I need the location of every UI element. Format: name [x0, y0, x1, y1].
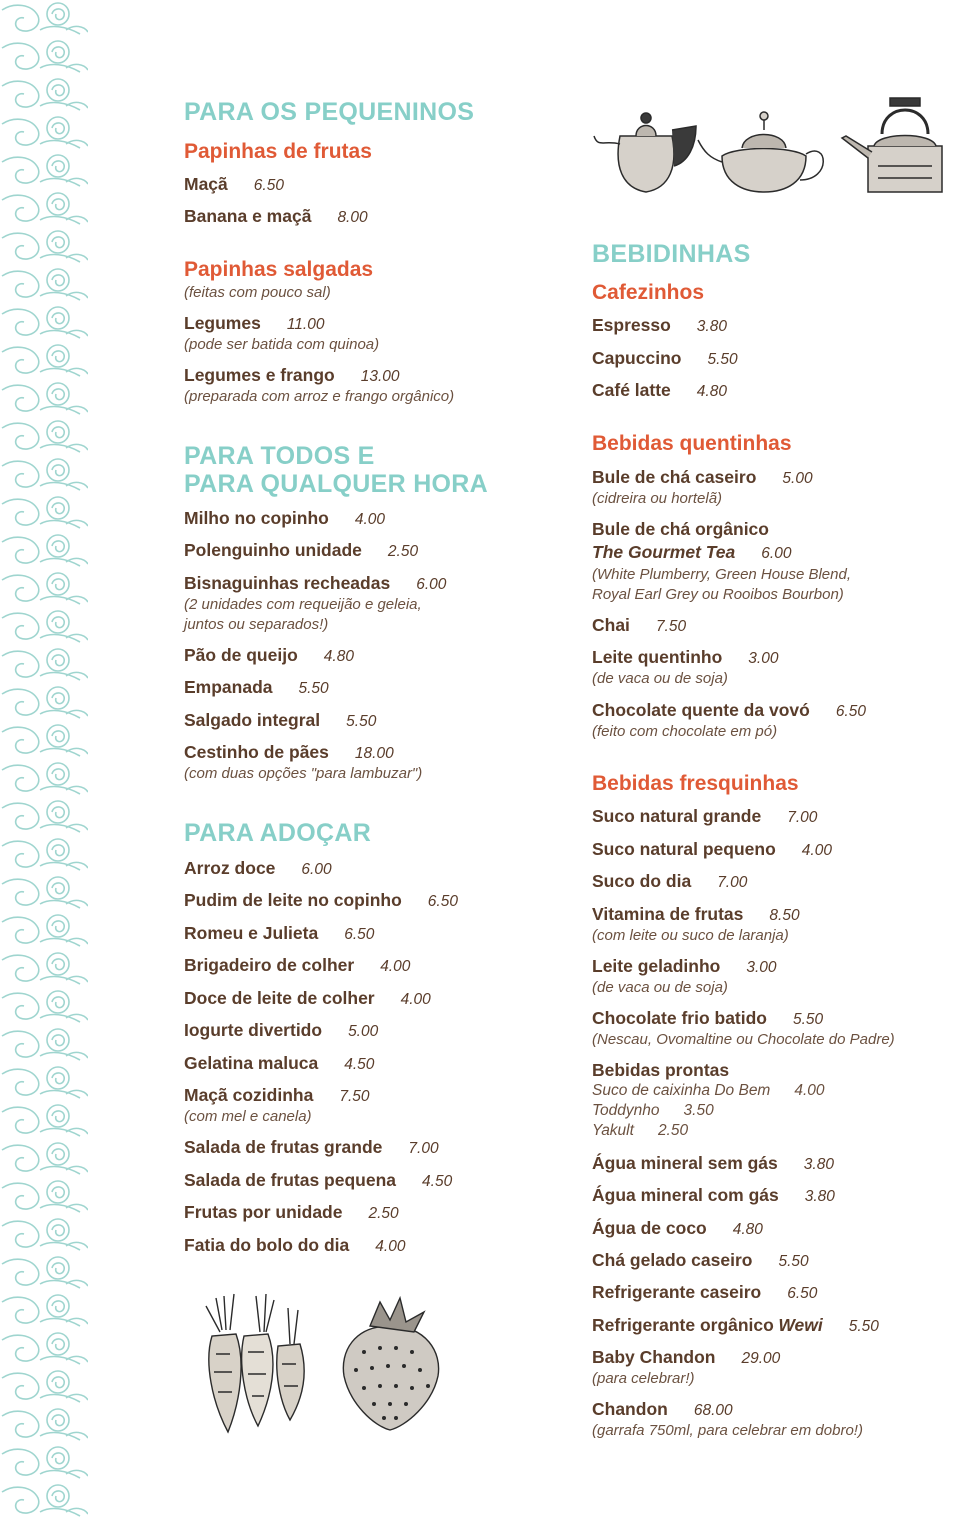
- menu-item: Refrigerante orgânico Wewi 5.50: [592, 1315, 879, 1335]
- menu-item: Capuccino 5.50: [592, 348, 738, 368]
- menu-item: Água de coco 4.80: [592, 1218, 763, 1238]
- menu-item: Baby Chandon 29.00: [592, 1347, 781, 1367]
- menu-item: Salada de frutas grande 7.00: [184, 1137, 439, 1157]
- menu-item: Chocolate quente da vovó 6.50: [592, 700, 866, 720]
- menu-item: Frutas por unidade 2.50: [184, 1202, 399, 1222]
- menu-item: Milho no copinho 4.00: [184, 508, 385, 528]
- menu-item: Gelatina maluca 4.50: [184, 1053, 375, 1073]
- item-note: (2 unidades com requeijão e geleia, juntos ou separados!): [184, 596, 422, 633]
- item-note: (de vaca ou de soja): [592, 979, 728, 996]
- item-note: (pode ser batida com quinoa): [184, 336, 380, 353]
- menu-item: Bule de chá caseiro 5.00: [592, 467, 813, 487]
- subsection-title-papinhas-frutas: Papinhas de frutas: [184, 140, 372, 163]
- section-title-bebidinhas: BEBIDINHAS: [592, 240, 751, 268]
- menu-item: Iogurte divertido 5.00: [184, 1020, 379, 1040]
- menu-item: Chocolate frio batido 5.50: [592, 1008, 824, 1028]
- section-title-adocar: PARA ADOÇAR: [184, 819, 372, 847]
- menu-item: Chá gelado caseiro 5.50: [592, 1250, 809, 1270]
- menu-item: Legumes 11.00: [184, 313, 325, 333]
- menu-item: Empanada 5.50: [184, 677, 329, 697]
- menu-item: Bule de chá orgânico: [592, 519, 769, 539]
- section-title-pequeninos: PARA OS PEQUENINOS: [184, 98, 475, 126]
- menu-item: Água mineral sem gás 3.80: [592, 1153, 834, 1173]
- menu-item: Chai 7.50: [592, 615, 687, 635]
- menu-item: Suco natural grande 7.00: [592, 806, 818, 826]
- strawberry-illustration-icon: [334, 1296, 446, 1432]
- menu-item: Salgado integral 5.50: [184, 710, 377, 730]
- item-note: (com leite ou suco de laranja): [592, 927, 789, 944]
- item-note: (Nescau, Ovomaltine ou Chocolate do Padre): [592, 1031, 895, 1048]
- menu-item: Polenguinho unidade 2.50: [184, 540, 419, 560]
- item-note: (preparada com arroz e frango orgânico): [184, 388, 455, 405]
- item-note: (feito com chocolate em pó): [592, 723, 778, 740]
- menu-item: Água mineral com gás 3.80: [592, 1185, 835, 1205]
- item-note: (cidreira ou hortelã): [592, 490, 723, 507]
- menu-item: Refrigerante caseiro 6.50: [592, 1282, 818, 1302]
- decorative-border-pattern: [0, 0, 88, 1519]
- item-note: (com duas opções "para lambuzar"): [184, 765, 423, 782]
- menu-item: Maçã cozidinha 7.50: [184, 1085, 370, 1105]
- subsection-title-quentinhas: Bebidas quentinhas: [592, 432, 792, 455]
- item-note: (garrafa 750ml, para celebrar em dobro!): [592, 1422, 863, 1439]
- menu-item: Suco natural pequeno 4.00: [592, 839, 832, 859]
- menu-item: Fatia do bolo do dia 4.00: [184, 1235, 406, 1255]
- menu-sub-item: Toddynho 3.50: [592, 1102, 714, 1119]
- menu-item: Romeu e Julieta 6.50: [184, 923, 375, 943]
- menu-item: Banana e maçã 8.00: [184, 206, 368, 226]
- subsection-title-cafezinhos: Cafezinhos: [592, 281, 705, 304]
- menu-item: Espresso 3.80: [592, 315, 727, 335]
- menu-item: Leite quentinho 3.00: [592, 647, 779, 667]
- subsection-title-papinhas-salgadas: Papinhas salgadas: [184, 258, 374, 281]
- menu-item: Arroz doce 6.00: [184, 858, 332, 878]
- menu-item: Suco do dia 7.00: [592, 871, 748, 891]
- menu-sub-item: Suco de caixinha Do Bem 4.00: [592, 1082, 825, 1099]
- menu-sub-item: Yakult 2.50: [592, 1122, 689, 1139]
- menu-item: Doce de leite de colher 4.00: [184, 988, 431, 1008]
- item-note: (White Plumberry, Green House Blend, Royal Earl Grey ou Rooibos Bourbon): [592, 566, 851, 603]
- menu-item: Vitamina de frutas 8.50: [592, 904, 800, 924]
- menu-item: Pudim de leite no copinho 6.50: [184, 890, 458, 910]
- item-note: (de vaca ou de soja): [592, 670, 728, 687]
- item-note: (com mel e canela): [184, 1108, 312, 1125]
- carrots-illustration-icon: [194, 1292, 314, 1438]
- item-note: (feitas com pouco sal): [184, 284, 331, 301]
- menu-item: Bisnaguinhas recheadas 6.00: [184, 573, 447, 593]
- menu-item: Salada de frutas pequena 4.50: [184, 1170, 453, 1190]
- menu-item: Cestinho de pães 18.00: [184, 742, 394, 762]
- teapots-illustration-icon: [592, 96, 952, 200]
- subsection-title-fresquinhas: Bebidas fresquinhas: [592, 772, 799, 795]
- menu-item: Chandon 68.00: [592, 1399, 733, 1419]
- menu-item: Brigadeiro de colher 4.00: [184, 955, 411, 975]
- menu-item: Café latte 4.80: [592, 380, 727, 400]
- menu-item: Bebidas prontas: [592, 1060, 730, 1080]
- menu-item: Maçã 6.50: [184, 174, 284, 194]
- menu-item-sub: The Gourmet Tea 6.00: [592, 542, 792, 562]
- swirl-pattern-icon: [0, 0, 88, 1519]
- section-title-todos: PARA TODOS E PARA QUALQUER HORA: [184, 442, 489, 498]
- item-note: (para celebrar!): [592, 1370, 695, 1387]
- menu-item: Leite geladinho 3.00: [592, 956, 777, 976]
- menu-item: Pão de queijo 4.80: [184, 645, 354, 665]
- menu-item: Legumes e frango 13.00: [184, 365, 400, 385]
